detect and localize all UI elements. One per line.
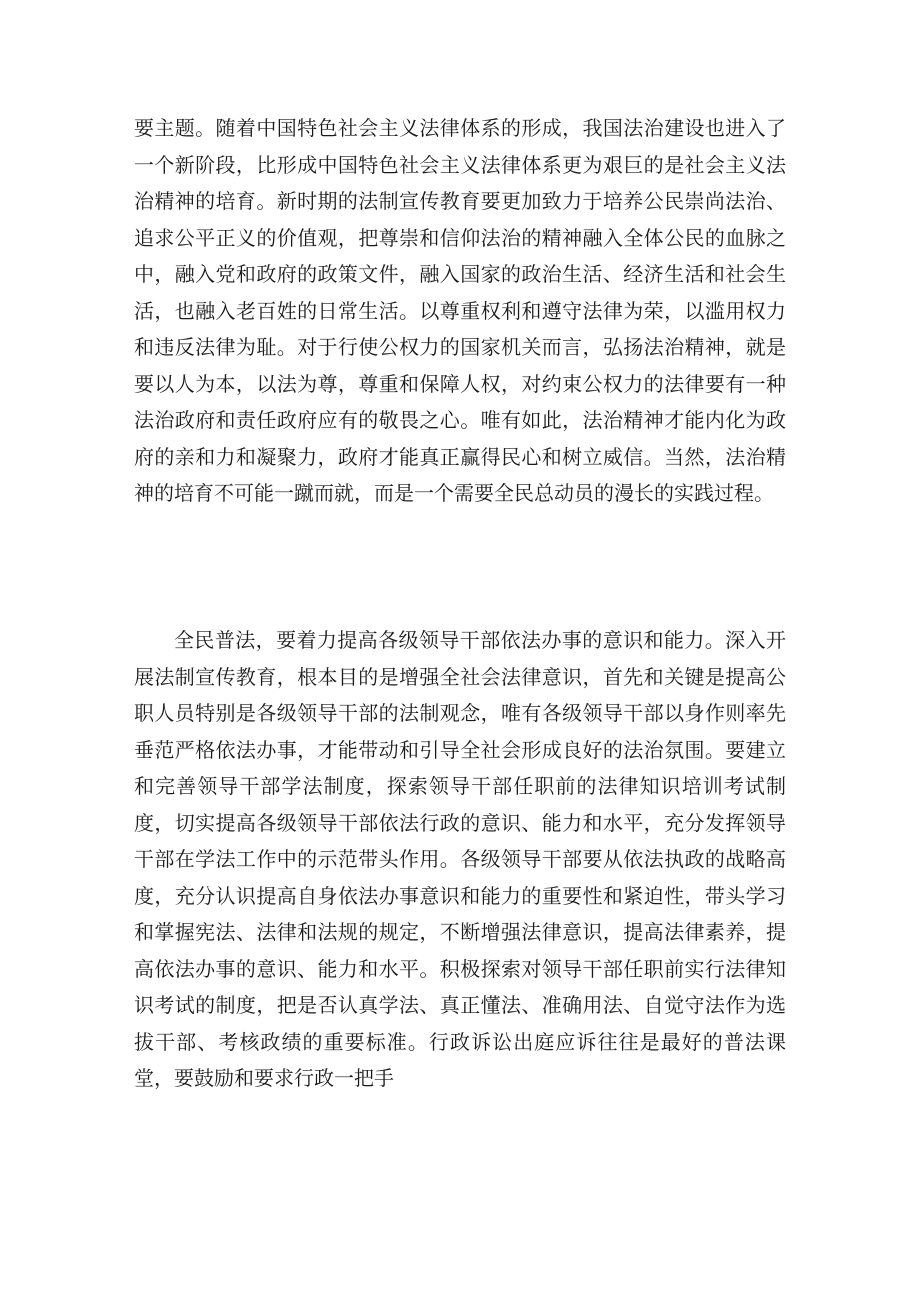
- body-paragraph: 全民普法，要着力提高各级领导干部依法办事的意识和能力。深入开展法制宣传教育，根本目的是增强全社会法律意识，首先和关键是提高公职人员特别是各级领导干部的法制观念，唯有各级领导干部以身作则率先垂范严格依法办事，才能带动和引导全社会形成良好的法治氛围。要建立和完善领导干部学法制度，探索领导干部任职前的法律知识培训考试制度，切实提高各级领导干部依法行政的意识、能力和水平，充分发挥领导干部在学法工作中的示范带头作用。各级领导干部要从依法执政的战略高度，充分认识提高自身依法办事意识和能力的重要性和紧迫性，带头学习和掌握宪法、法律和法规的规定，不断增强法律意识，提高法律素养，提高依法办事的意识、能力和水平。积极探索对领导干部任职前实行法律知识考试的制度，把是否认真学法、真正懂法、准确用法、自觉守法作为选拔干部、考核政绩的重要标准。行政诉讼出庭应诉往往是最好的普法课堂，要鼓励和要求行政一把手: [134, 628, 786, 1090]
- body-paragraph: 要主题。随着中国特色社会主义法律体系的形成，我国法治建设也进入了一个新阶段，比形成中国特色社会主义法律体系更为艰巨的是社会主义法治精神的培育。新时期的法制宣传教育要更加致力于培养公民崇尚法治、追求公平正义的价值观，把尊崇和信仰法治的精神融入全体公民的血脉之中，融入党和政府的政策文件，融入国家的政治生活、经济生活和社会生活，也融入老百姓的日常生活。以尊重权利和遵守法律为荣，以滥用权力和违反法律为耻。对于行使公权力的国家机关而言，弘扬法治精神，就是要以人为本，以法为尊，尊重和保障人权，对约束公权力的法律要有一种法治政府和责任政府应有的敬畏之心。唯有如此，法治精神才能内化为政府的亲和力和凝聚力，政府才能真正赢得民心和树立威信。当然，法治精神的培育不可能一蹴而就，而是一个需要全民总动员的漫长的实践过程。: [134, 116, 786, 505]
